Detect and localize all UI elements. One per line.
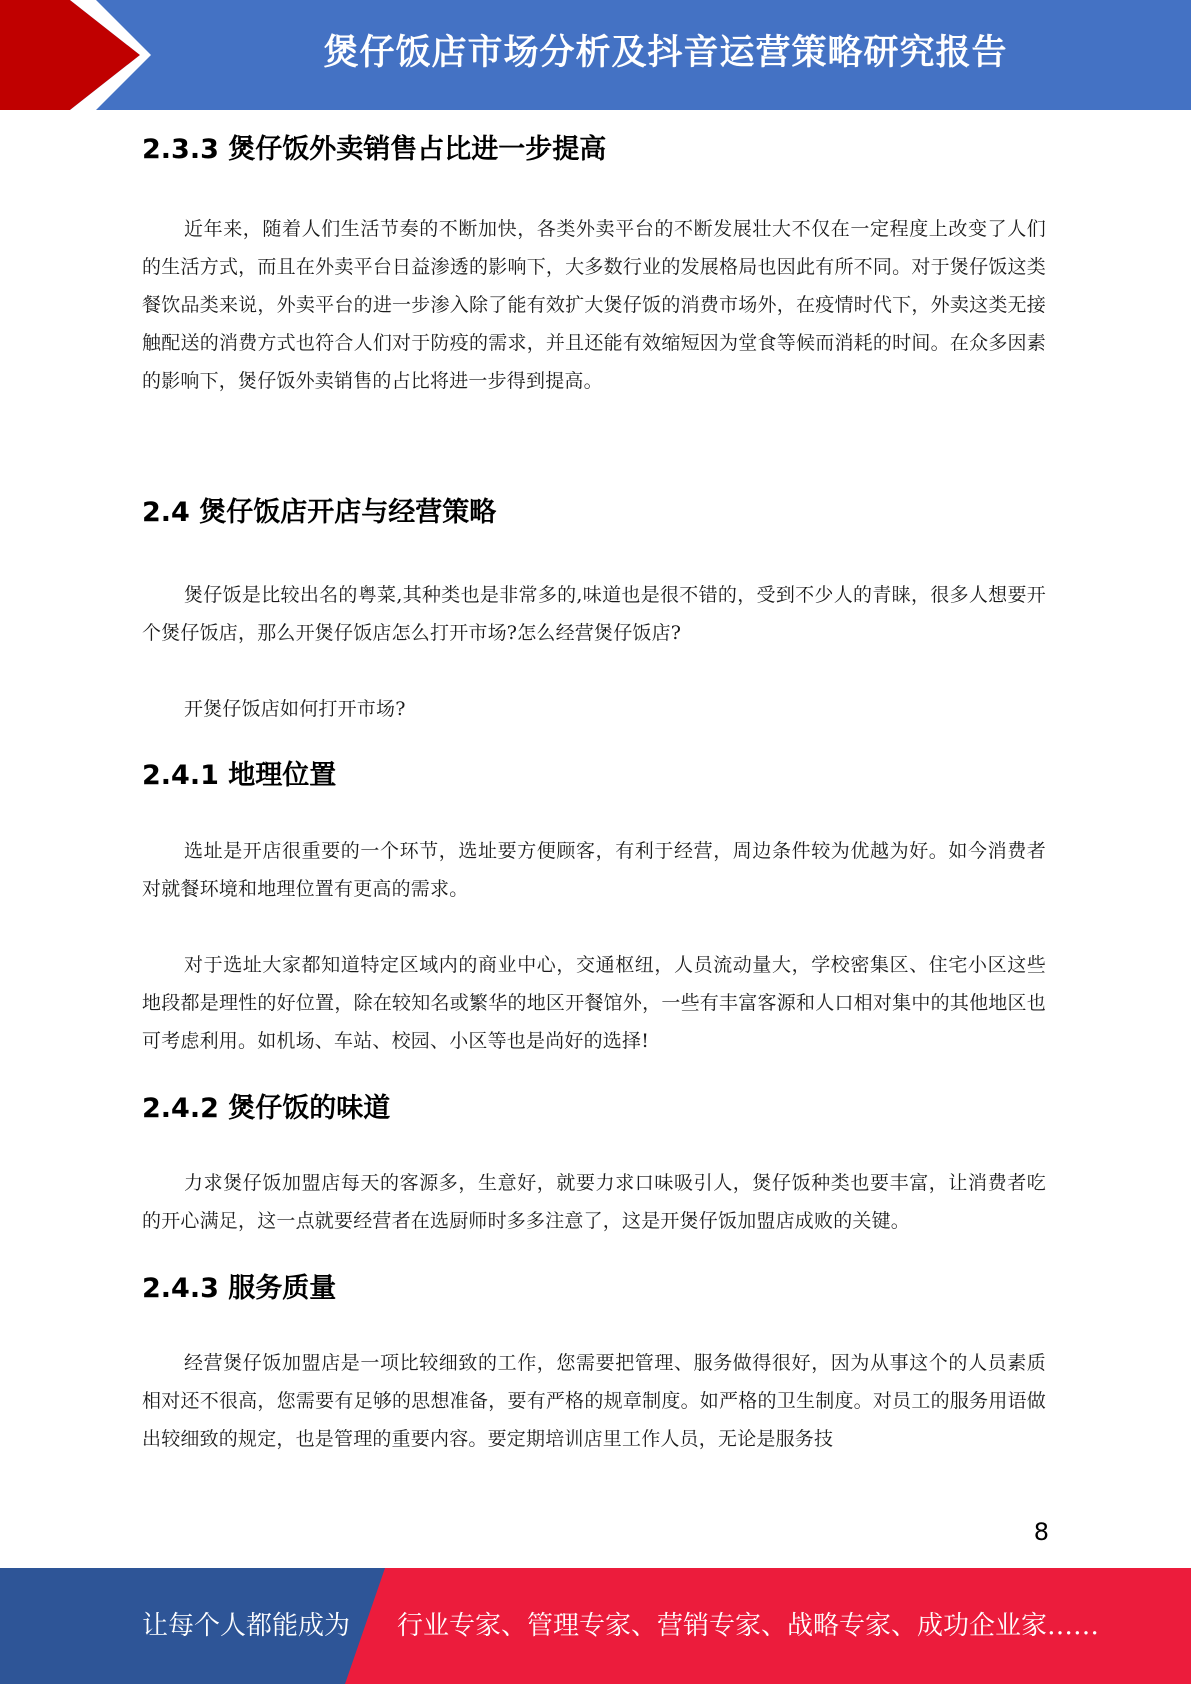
- page-header: [0, 0, 1191, 110]
- report-title: 煲仔饭店市场分析及抖音运营策略研究报告: [323, 33, 1008, 73]
- section-heading-2-4-2: 2.4.2 煲仔饭的味道: [142, 1093, 391, 1124]
- footer-slogan-right: 行业专家、管理专家、营销专家、战略专家、成功企业家……: [397, 1611, 1100, 1641]
- section-heading-2-3-3: 2.3.3 煲仔饭外卖销售占比进一步提高: [142, 134, 607, 165]
- page-content: [142, 110, 1046, 1458]
- section-heading-2-4-3: 2.4.3 服务质量: [142, 1273, 337, 1304]
- section-heading-2-4-1: 2.4.1 地理位置: [142, 760, 337, 791]
- paragraph: 煲仔饭是比较出名的粤菜,其种类也是非常多的,味道也是很不错的，受到不少人的青睐，很多人想要开个煲仔饭店，那么开煲仔饭店怎么打开市场?怎么经营煲仔饭店?: [142, 584, 1046, 644]
- footer-slogan-left: 让每个人都能成为: [142, 1611, 351, 1641]
- paragraph: 经营煲仔饭加盟店是一项比较细致的工作，您需要把管理、服务做得很好，因为从事这个的人员素质相对还不很高，您需要有足够的思想准备，要有严格的规章制度。如严格的卫生制度。对员工的服务用语做出较细致的规定，也是管理的重要内容。要定期培训店里工作人员，无论是服务技: [142, 1352, 1046, 1450]
- paragraph: 对于选址大家都知道特定区域内的商业中心，交通枢纽，人员流动量大，学校密集区、住宅小区这些地段都是理性的好位置，除在较知名或繁华的地区开餐馆外，一些有丰富客源和人口相对集中的其他地区也可考虑利用。如机场、车站、校园、小区等也是尚好的选择!: [142, 954, 1046, 1052]
- page-footer: [0, 1568, 1191, 1684]
- section-heading-2-4: 2.4 煲仔饭店开店与经营策略: [142, 497, 497, 528]
- paragraph: 开煲仔饭店如何打开市场?: [184, 698, 406, 720]
- page-number: 8: [1033, 1518, 1049, 1546]
- paragraph: 近年来，随着人们生活节奏的不断加快，各类外卖平台的不断发展壮大不仅在一定程度上改变了人们的生活方式，而且在外卖平台日益渗透的影响下，大多数行业的发展格局也因此有所不同。对于煲仔饭这类餐饮品类来说，外卖平台的进一步渗入除了能有效扩大煲仔饭的消费市场外，在疫情时代下，外卖这类无接触配送的消费方式也符合人们对于防疫的需求，并且还能有效缩短因为堂食等候而消耗的时间。在众多因素的影响下，煲仔饭外卖销售的占比将进一步得到提高。: [142, 218, 1046, 392]
- header-arrow-decoration: [0, 0, 160, 110]
- paragraph: 选址是开店很重要的一个环节，选址要方便顾客，有利于经营，周边条件较为优越为好。如今消费者对就餐环境和地理位置有更高的需求。: [142, 840, 1046, 900]
- paragraph: 力求煲仔饭加盟店每天的客源多，生意好，就要力求口味吸引人，煲仔饭种类也要丰富，让消费者吃的开心满足，这一点就要经营者在选厨师时多多注意了，这是开煲仔饭加盟店成败的关键。: [142, 1172, 1046, 1232]
